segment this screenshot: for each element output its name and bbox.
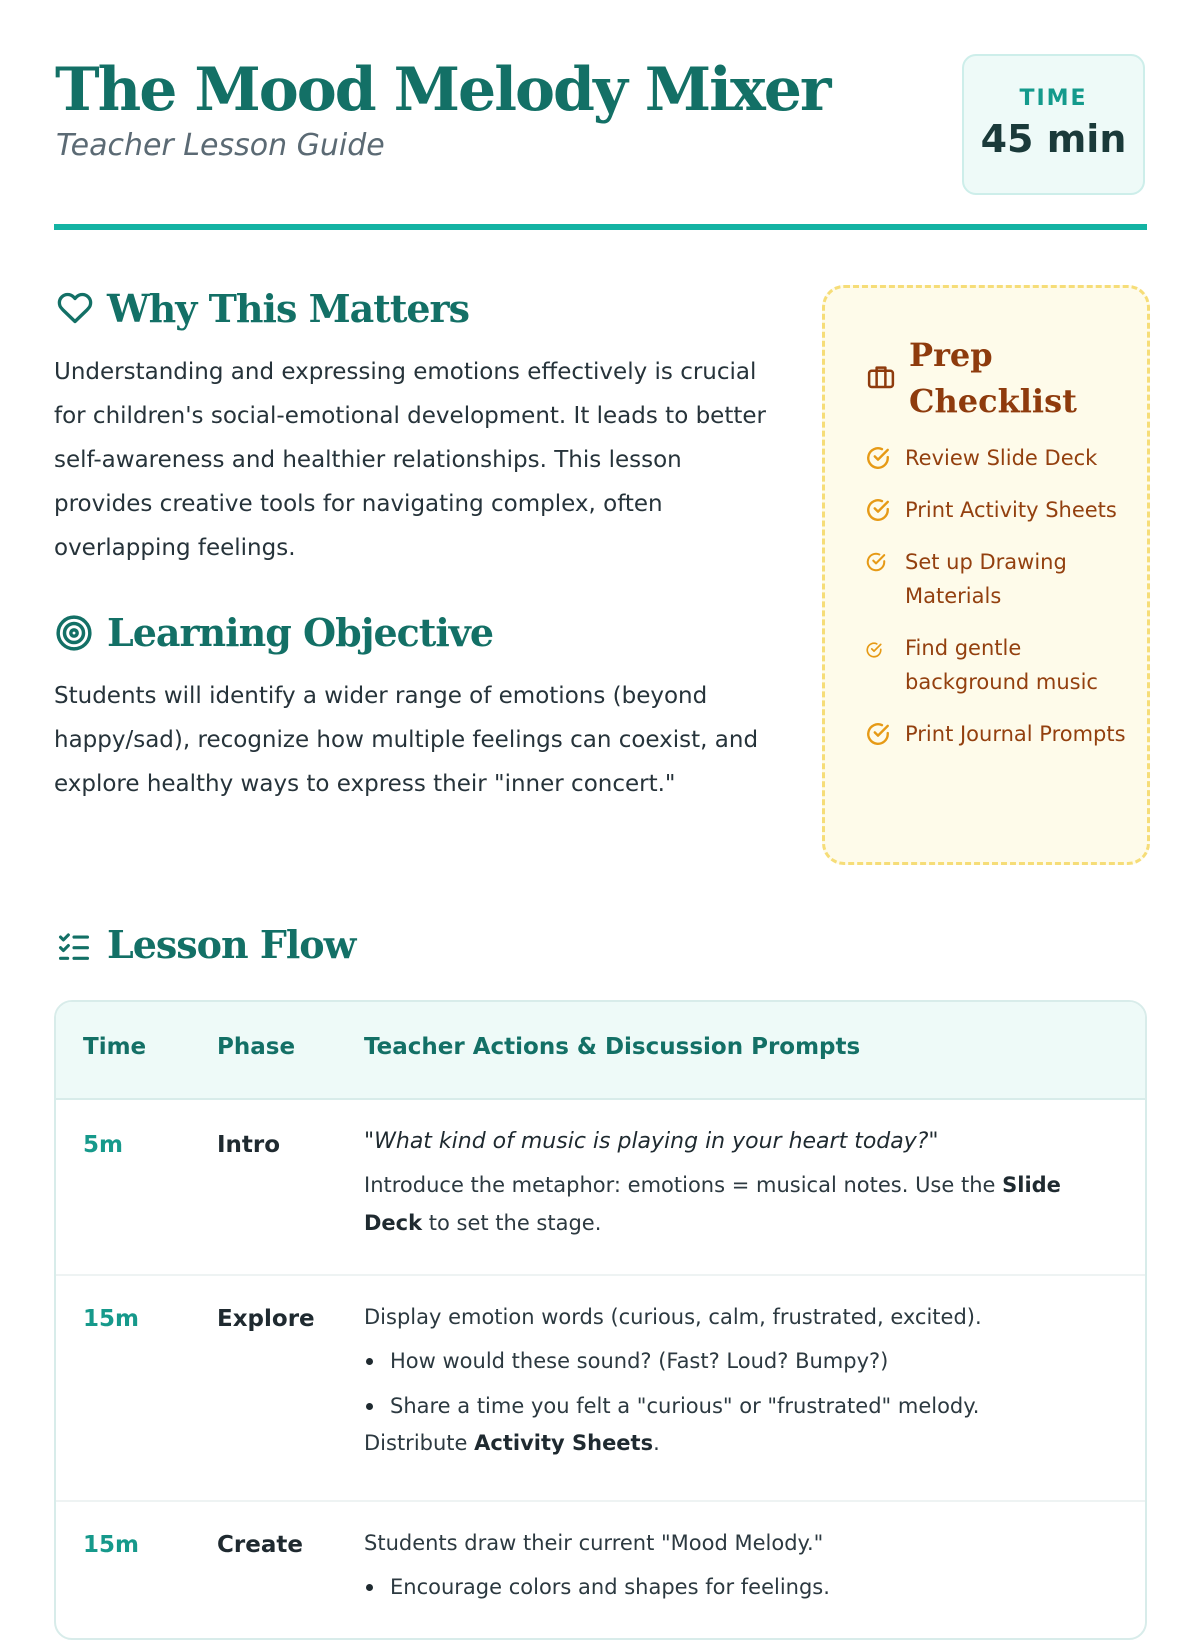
checklist-item (865, 493, 1135, 527)
row-phase: Explore (217, 1306, 315, 1332)
heart-icon (55, 290, 95, 335)
row-time: 15m (83, 1306, 139, 1332)
checklist-item (865, 441, 1135, 475)
time-card (962, 54, 1145, 195)
list-item: Share a time you felt a "curious" or "frustrated" melody. (364, 1387, 1114, 1425)
column-header-phase: Phase (217, 1034, 296, 1060)
row-time: 5m (83, 1132, 123, 1158)
table-header (56, 1002, 1145, 1100)
checklist-item (865, 631, 1135, 699)
list-item: Encourage colors and shapes for feelings. (364, 1568, 1114, 1606)
row-actions (364, 1124, 1114, 1242)
flow-heading-text: Lesson Flow (107, 922, 356, 967)
briefcase-icon (865, 362, 897, 396)
checklist-item (865, 717, 1135, 751)
objective-heading-text: Learning Objective (107, 610, 494, 655)
row-phase: Create (217, 1532, 303, 1558)
checklist-item-label: Set up Drawing Materials (905, 550, 1067, 608)
time-label: TIME (1019, 86, 1088, 111)
check-circle-icon (865, 497, 891, 533)
discussion-prompt: "What kind of music is playing in your heart today?" (364, 1129, 939, 1154)
row-action-followup (364, 1424, 1114, 1462)
prep-checklist (865, 441, 1135, 769)
check-circle-icon (865, 721, 891, 757)
checklist-item-label: Print Activity Sheets (905, 498, 1117, 522)
list-item: How would these sound? (Fast? Loud? Bumpy?) (364, 1342, 1114, 1380)
why-heading-text: Why This Matters (107, 286, 469, 331)
checklist-item-label: Find gentle background music (905, 636, 1098, 694)
lesson-flow-table (54, 1000, 1147, 1640)
objective-text: Students will identify a wider range of emotions (beyond happy/sad), recognize how multiple feelings can coexist, and explore healthy ways to express their "inner concert." (54, 683, 759, 797)
row-action-text (364, 1166, 1114, 1242)
row-action-text: Students draw their current "Mood Melody." (364, 1531, 824, 1555)
row-followup-end: . (653, 1431, 660, 1455)
column-header-actions: Teacher Actions & Discussion Prompts (364, 1034, 861, 1060)
row-actions (364, 1298, 1114, 1462)
checklist-item-label: Print Journal Prompts (905, 722, 1126, 746)
row-bullets (364, 1568, 1114, 1606)
time-value: 45 min (980, 117, 1127, 161)
table-row (56, 1274, 1145, 1502)
check-circle-icon (865, 445, 891, 481)
flow-heading (55, 922, 355, 968)
check-circle-icon (865, 635, 883, 669)
why-heading (55, 286, 469, 332)
header-divider (54, 224, 1147, 230)
prep-checklist-title: Prep Checklist (909, 336, 1077, 420)
page-title: The Mood Melody Mixer (55, 55, 830, 125)
row-action-text-end: to set the stage. (422, 1211, 602, 1235)
row-followup-start: Distribute (364, 1431, 475, 1455)
row-time: 15m (83, 1532, 139, 1558)
check-circle-icon (865, 549, 887, 583)
row-followup-resource: Activity Sheets (474, 1431, 654, 1455)
row-phase: Intro (217, 1132, 281, 1158)
target-icon (55, 614, 93, 661)
row-action-resource: Slide Deck (364, 1173, 1061, 1235)
row-bullets (364, 1342, 1114, 1425)
table-row (56, 1500, 1145, 1640)
row-action-text-start: Introduce the metaphor: emotions = musical notes. Use the (364, 1173, 1003, 1197)
column-header-time: Time (83, 1034, 147, 1060)
checklist-item (865, 545, 1135, 613)
table-row (56, 1100, 1145, 1276)
prep-checklist-card (822, 285, 1150, 865)
objective-heading (55, 610, 493, 656)
row-action-text: Display emotion words (curious, calm, frustrated, excited). (364, 1305, 982, 1329)
checklist-item-label: Review Slide Deck (905, 446, 1098, 470)
page-subtitle: Teacher Lesson Guide (56, 128, 385, 163)
why-text: Understanding and expressing emotions effectively is crucial for children's social-emotional development. It leads to better self-awareness and healthier relationships. This lesson provides creative tools for navigating complex, often overlapping feelings. (54, 359, 766, 561)
list-checks-icon (55, 928, 93, 973)
